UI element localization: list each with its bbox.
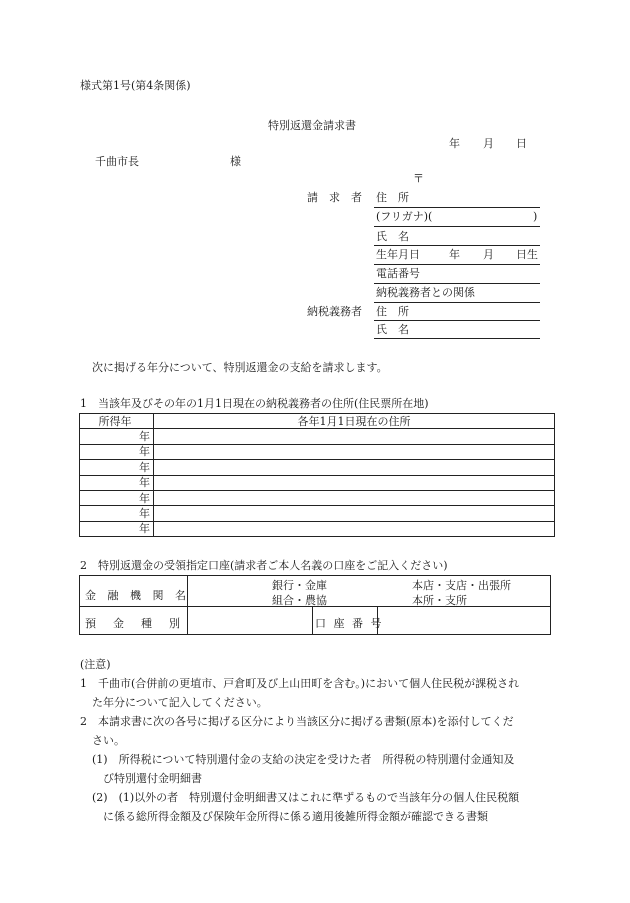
address-cell[interactable]	[154, 506, 555, 521]
table-row	[80, 475, 555, 490]
birth-label: 生年月日	[376, 248, 420, 261]
furigana-close: )	[533, 210, 538, 223]
note-2-line1: 2 本請求書に次の各号に掲げる区分により当該区分に掲げる書類(原本)を添付してくだ	[80, 715, 514, 728]
form-title: 特別返還金請求書	[268, 119, 356, 132]
birth-year: 年	[449, 248, 460, 261]
taxpayer-address-line[interactable]	[374, 320, 540, 321]
year-cell[interactable]: 年	[80, 460, 154, 475]
bank-type-2: 組合・農協	[272, 594, 327, 607]
deposit-type-label: 預 金 種 別	[85, 617, 183, 630]
address-cell[interactable]	[154, 475, 555, 490]
year-cell[interactable]: 年	[80, 506, 154, 521]
table-row	[80, 490, 555, 505]
relation-line[interactable]	[374, 302, 540, 303]
claimant-address-line[interactable]	[374, 207, 540, 208]
year-cell[interactable]: 年	[80, 429, 154, 444]
bank-name-label: 金 融 機 関 名	[85, 589, 190, 602]
date-month: 月	[483, 137, 494, 150]
note-2-item1-line1: (1) 所得税について特別還付金の支給の決定を受けた者 所得税の特別還付金通知及	[92, 753, 515, 766]
col-year-header: 所得年	[80, 414, 154, 429]
honorific: 様	[230, 155, 241, 168]
notes-heading: (注意)	[80, 658, 111, 671]
claimant-address-label: 住 所	[376, 191, 409, 204]
intro-text: 次に掲げる年分について、特別返還金の支給を請求します。	[92, 361, 388, 374]
branch-type-1: 本店・支店・出張所	[412, 579, 511, 592]
table-row	[80, 460, 555, 475]
table-row	[80, 429, 555, 444]
note-2-item2-line1: (2) (1)以外の者 特別還付金明細書又はこれに準ずるもので当該年分の個人住民税額	[92, 791, 520, 804]
furigana-label: (フリガナ)(	[376, 210, 433, 223]
phone-label: 電話番号	[376, 267, 420, 280]
taxpayer-name-line[interactable]	[374, 338, 540, 339]
account-number-label: 口 座 番 号	[315, 617, 384, 630]
form-number: 様式第1号(第4条関係)	[80, 79, 191, 92]
account-number-field[interactable]	[377, 606, 550, 634]
birth-month: 月	[483, 248, 494, 261]
address-history-table	[79, 413, 555, 537]
section2-heading: 2 特別返還金の受領指定口座(請求者ご本人名義の口座をご記入ください)	[80, 559, 448, 572]
note-2-item1-line2: び特別還付金明細書	[103, 772, 202, 785]
table-row	[80, 444, 555, 459]
taxpayer-label: 納税義務者	[307, 305, 362, 318]
birth-line[interactable]	[374, 264, 540, 265]
table-row	[80, 506, 555, 521]
claimant-label: 請 求 者	[307, 191, 362, 204]
date-year: 年	[449, 137, 460, 150]
address-cell[interactable]	[154, 460, 555, 475]
address-cell[interactable]	[154, 521, 555, 536]
col-address-header: 各年1月1日現在の住所	[154, 414, 555, 429]
year-cell[interactable]: 年	[80, 475, 154, 490]
address-cell[interactable]	[154, 444, 555, 459]
note-2-line2: さい。	[92, 734, 125, 747]
claimant-name-line[interactable]	[374, 245, 540, 246]
addressee: 千曲市長	[95, 155, 139, 168]
phone-line[interactable]	[374, 283, 540, 284]
branch-type-2: 本所・支所	[412, 594, 467, 607]
address-cell[interactable]	[154, 429, 555, 444]
date-day: 日	[516, 137, 527, 150]
birth-day: 日生	[516, 248, 538, 261]
taxpayer-address-label: 住 所	[376, 305, 409, 318]
relation-label: 納税義務者との関係	[376, 286, 475, 299]
address-cell[interactable]	[154, 490, 555, 505]
note-2-item2-line2: に係る総所得金額及び保険年金所得に係る適用後雑所得金額が確認できる書類	[103, 810, 488, 823]
year-cell[interactable]: 年	[80, 444, 154, 459]
deposit-type-field[interactable]	[187, 606, 311, 634]
bank-type-1: 銀行・金庫	[272, 579, 327, 592]
section1-heading: 1 当該年及びその年の1月1日現在の納税義務者の住所(住民票所在地)	[80, 397, 429, 410]
note-1-line1: 1 千曲市(合併前の更埴市、戸倉町及び上山田町を含む。)において個人住民税が課税され	[80, 677, 520, 690]
note-1-line2: た年分について記入してください。	[92, 696, 268, 709]
taxpayer-name-label: 氏 名	[376, 323, 409, 336]
table-row	[80, 521, 555, 536]
furigana-line[interactable]	[374, 226, 540, 227]
postal-mark: 〒	[413, 172, 424, 185]
claimant-name-label: 氏 名	[376, 230, 409, 243]
year-cell[interactable]: 年	[80, 490, 154, 505]
year-cell[interactable]: 年	[80, 521, 154, 536]
